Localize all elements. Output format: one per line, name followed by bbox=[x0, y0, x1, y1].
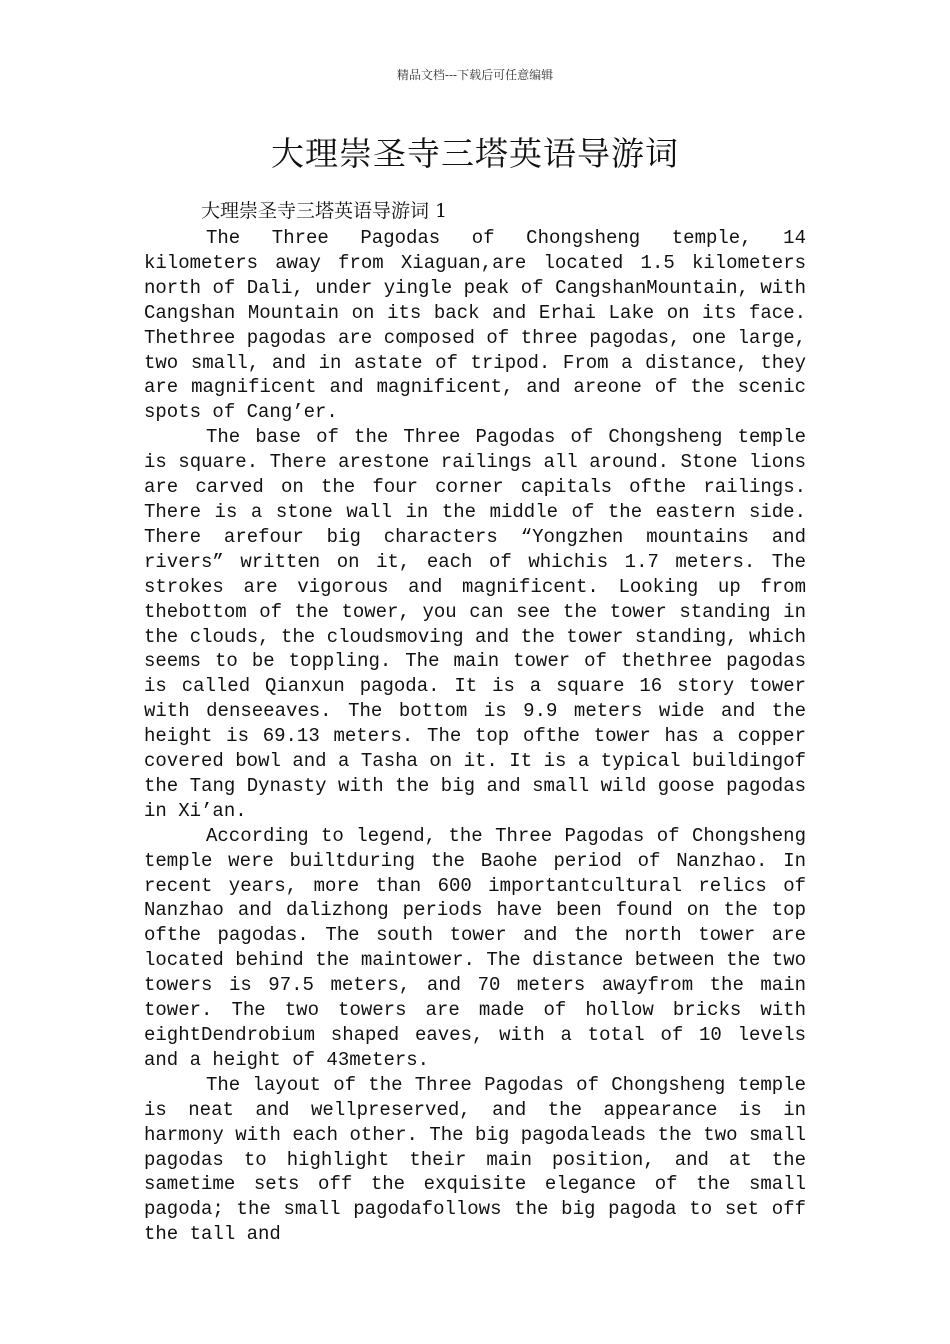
document-body bbox=[144, 196, 806, 1247]
paragraph-4: The layout of the Three Pagodas of Chongsheng temple is neat and wellpreserved, and the appearance is in harmony with each other. The big pagodaleads the two small pagodas to highlight their main position, and at the sametime sets off the exquisite elegance of the small pagoda; the small pagodafollows the big pagoda to set off the tall and bbox=[144, 1073, 806, 1246]
paragraph-3: According to legend, the Three Pagodas of Chongsheng temple were builtduring the Baohe period of Nanzhao. In recent years, more than 600 importantcultural relics of Nanzhao and dalizhong periods have been found on the top ofthe pagodas. The south tower and the north tower are located behind the maintower. The distance between the two towers is 97.5 meters, and 70 meters awayfrom the main tower. The two towers are made of hollow bricks with eightDendrobium shaped eaves, with a total of 10 levels and a height of 43meters. bbox=[144, 824, 806, 1071]
page-header-note: 精品文档---下载后可任意编辑 bbox=[396, 68, 554, 82]
section-subtitle: 大理崇圣寺三塔英语导游词 1 bbox=[201, 200, 448, 222]
document-title: 大理崇圣寺三塔英语导游词 bbox=[271, 134, 679, 173]
paragraph-1: The Three Pagodas of Chongsheng temple, 14 kilometers away from Xiaguan,are located 1.5 kilometers north of Dali, under yingle peak of CangshanMountain, with Cangshan Mountain on its back and Erhai Lake on its face. Thethree pagodas are composed of three pagodas, one large, two small, and in astate of tripod. From a distance, they are magnificent and magnificent, and areone of the scenic spots of Cang’er. bbox=[144, 227, 806, 424]
paragraph-2: The base of the Three Pagodas of Chongsheng temple is square. There arestone railings all around. Stone lions are carved on the four corner capitals ofthe railings. There is a stone wall in the middle of the eastern side. There arefour big characters “Yongzhen mountains and rivers” written on it, each of whichis 1.7 meters. The strokes are vigorous and magnificent. Looking up from thebottom of the tower, you can see the tower standing in the clouds, the cloudsmoving and the tower standing, which seems to be toppling. The main tower of thethree pagodas is called Qianxun pagoda. It is a square 16 story tower with denseeaves. The bottom is 9.9 meters wide and the height is 69.13 meters. The top ofthe tower has a copper covered bowl and a Tasha on it. It is a typical buildingof the Tang Dynasty with the big and small wild goose pagodas in Xi’an. bbox=[144, 426, 806, 822]
